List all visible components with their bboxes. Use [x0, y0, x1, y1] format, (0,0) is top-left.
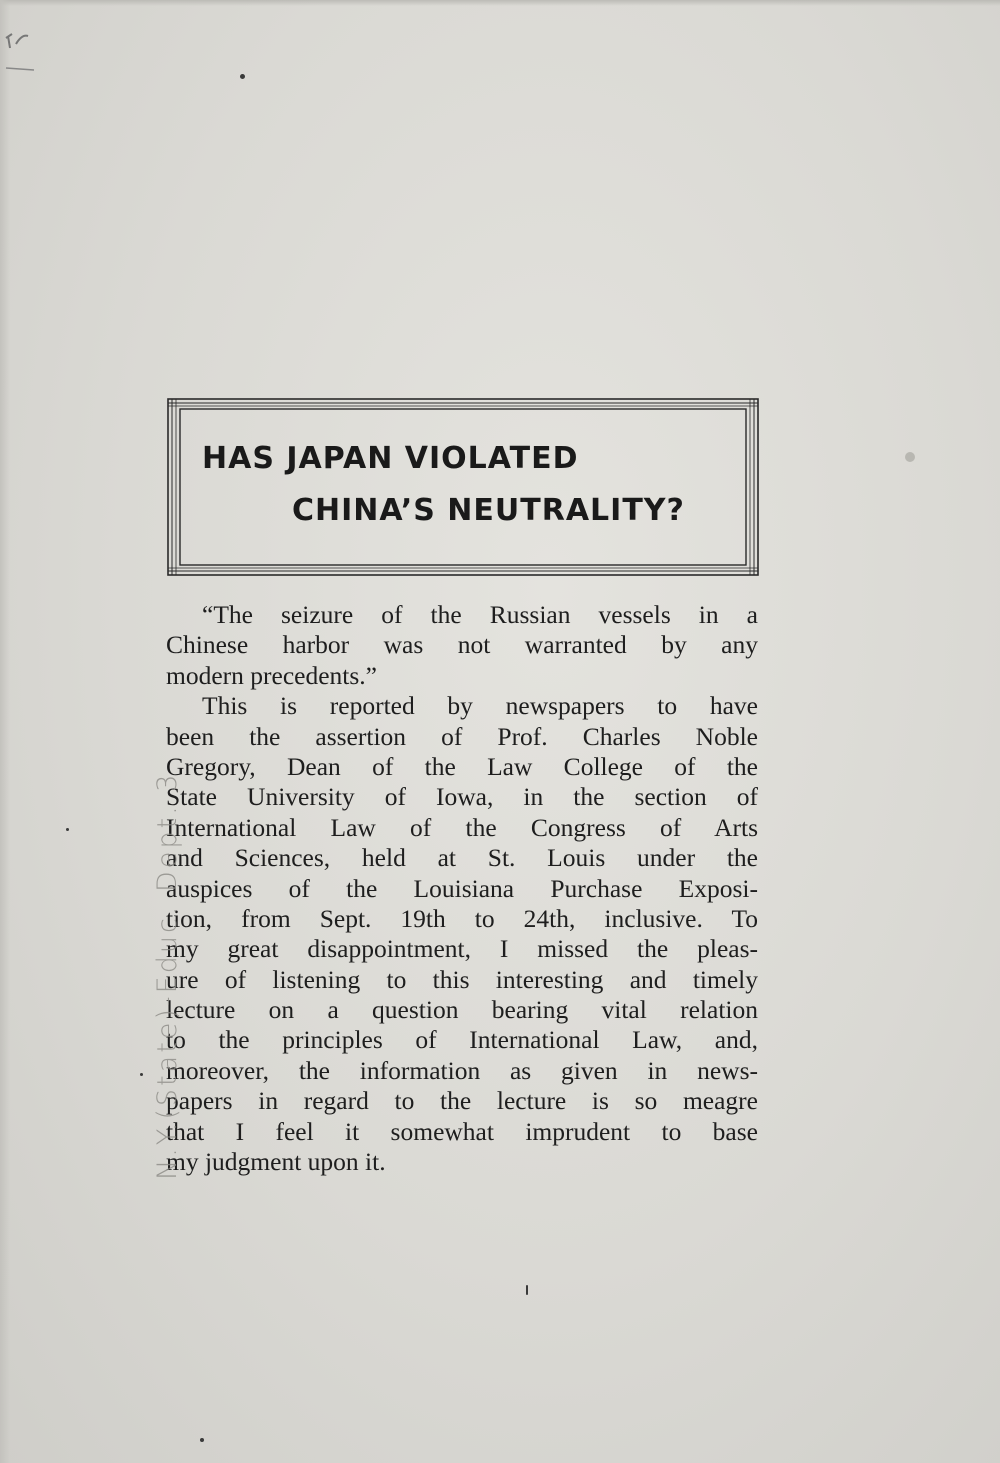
decorative-border-icon: [166, 395, 762, 580]
text-line: auspices of the Louisiana Purchase Exposi-: [166, 873, 758, 903]
text-line: ure of listening to this interesting and timely: [166, 964, 758, 994]
text-line: to the principles of International Law, and,: [166, 1025, 758, 1055]
text-line: my great disappointment, I missed the pleas-: [166, 934, 758, 964]
text-line: International Law of the Congress of Arts: [166, 812, 758, 842]
text-line: that I feel it somewhat imprudent to base: [166, 1116, 758, 1146]
text-line: been the assertion of Prof. Charles Noble: [166, 721, 758, 751]
page-edge: [0, 0, 1000, 6]
title-frame: [166, 395, 762, 580]
page-title-line-1: HAS JAPAN VIOLATED: [202, 441, 579, 476]
text-line: Gregory, Dean of the Law College of the: [166, 751, 758, 781]
text-line: Chinese harbor was not warranted by any: [166, 630, 758, 660]
text-line: tion, from Sept. 19th to 24th, inclusive. To: [166, 903, 758, 933]
speck: [905, 452, 915, 462]
text-line: lecture on a question bearing vital relation: [166, 995, 758, 1025]
pencil-mark-icon: [2, 30, 38, 80]
speck: [240, 74, 245, 79]
text-line: and Sciences, held at St. Louis under the: [166, 843, 758, 873]
speck: [200, 1438, 204, 1442]
text-line: modern precedents.”: [166, 660, 377, 690]
handwritten-annotation: N.Y.(State)-Educ. Dept. 3: [152, 771, 183, 1180]
text-line: papers in regard to the lecture is so meagre: [166, 1086, 758, 1116]
speck: [66, 828, 69, 831]
text-line: State University of Iowa, in the section of: [166, 782, 758, 812]
page-title-line-2: CHINA’S NEUTRALITY?: [292, 493, 685, 528]
text-line: “The seizure of the Russian vessels in a: [202, 600, 758, 629]
text-line: moreover, the information as given in news-: [166, 1055, 758, 1085]
body-paragraphs: [166, 600, 758, 1177]
page-edge: [0, 0, 10, 1463]
text-line: This is reported by newspapers to have: [202, 691, 758, 721]
speck: [140, 1073, 143, 1076]
text-line: my judgment upon it.: [166, 1147, 386, 1177]
speck: [526, 1285, 528, 1295]
